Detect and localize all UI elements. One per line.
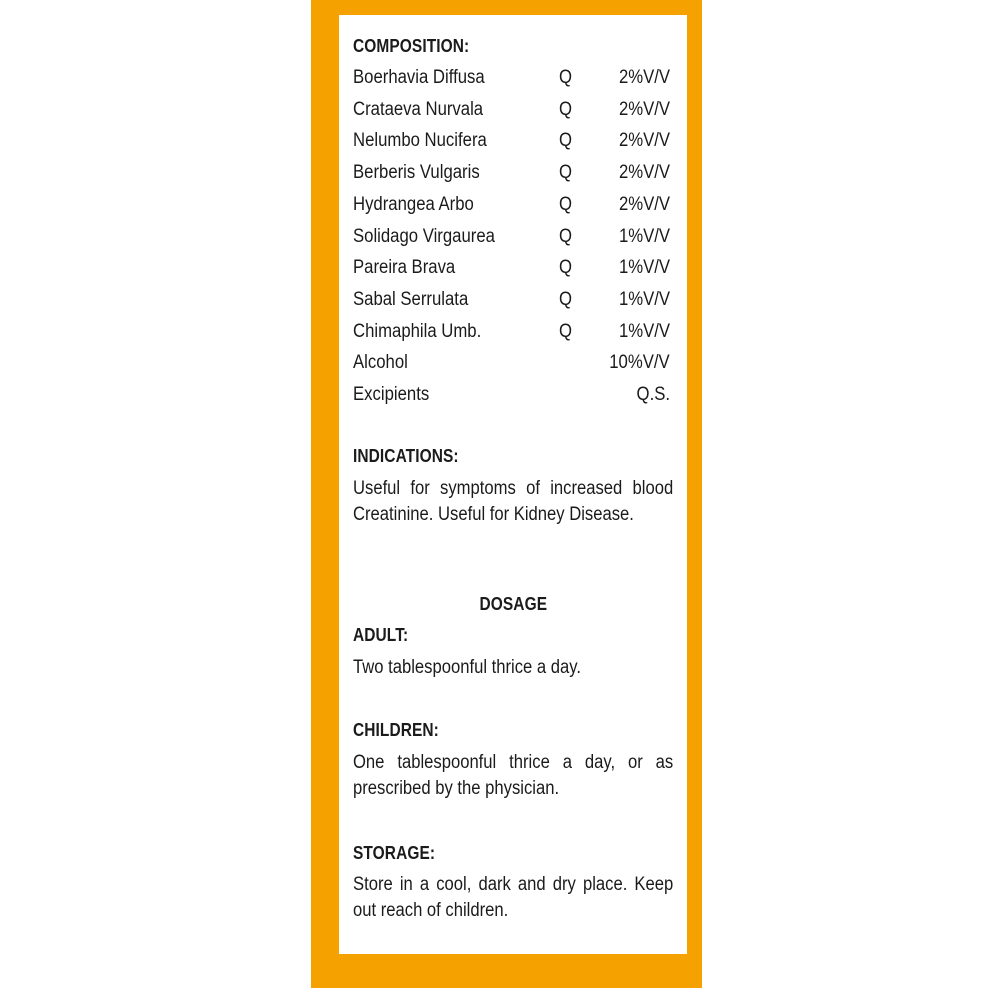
ingredient-concentration: 2%V/V xyxy=(618,67,670,88)
composition-row xyxy=(353,66,670,90)
composition-row xyxy=(353,256,670,280)
indications-text: Useful for symptoms of increased blood Creatinine. Useful for Kidney Disease. xyxy=(353,478,674,525)
ingredient-concentration: 2%V/V xyxy=(618,162,670,183)
children-dosage-text: One tablespoonful thrice a day, or as prescribed by the physician. xyxy=(353,752,674,799)
ingredient-name: Boerhavia Diffusa xyxy=(353,67,485,88)
ingredient-name: Nelumbo Nucifera xyxy=(353,130,487,151)
dosage-heading-label: DOSAGE xyxy=(479,594,547,614)
composition-heading: COMPOSITION: xyxy=(353,36,470,56)
ingredient-potency: Q xyxy=(559,226,573,247)
ingredient-concentration: 2%V/V xyxy=(618,130,670,151)
ingredient-name: Alcohol xyxy=(353,352,408,373)
storage-heading: STORAGE: xyxy=(353,843,436,863)
ingredient-potency: Q xyxy=(559,289,573,310)
indications-heading: INDICATIONS: xyxy=(353,446,459,466)
composition-row xyxy=(353,225,670,249)
ingredient-name: Crataeva Nurvala xyxy=(353,99,484,120)
ingredient-potency: Q xyxy=(559,162,573,183)
composition-row xyxy=(353,129,670,153)
ingredient-name: Hydrangea Arbo xyxy=(353,194,474,215)
ingredient-name: Solidago Virgaurea xyxy=(353,226,495,247)
composition-row xyxy=(353,193,670,217)
composition-row xyxy=(353,161,670,185)
ingredient-name: Berberis Vulgaris xyxy=(353,162,480,183)
ingredient-potency: Q xyxy=(559,194,573,215)
ingredient-potency: Q xyxy=(559,67,573,88)
composition-row xyxy=(353,288,670,312)
ingredient-potency: Q xyxy=(559,257,573,278)
adult-heading: ADULT: xyxy=(353,625,409,645)
ingredient-concentration: 2%V/V xyxy=(618,194,670,215)
ingredient-concentration: 1%V/V xyxy=(618,289,670,310)
storage-text: Store in a cool, dark and dry place. Keep out reach of children. xyxy=(353,874,674,921)
ingredient-concentration: 2%V/V xyxy=(618,99,670,120)
ingredient-name: Pareira Brava xyxy=(353,257,456,278)
ingredient-concentration: 1%V/V xyxy=(618,321,670,342)
ingredient-name: Chimaphila Umb. xyxy=(353,321,482,342)
composition-row xyxy=(353,383,670,407)
adult-dosage-text: Two tablespoonful thrice a day. xyxy=(353,657,581,678)
dosage-heading xyxy=(339,594,687,614)
composition-row xyxy=(353,98,670,122)
ingredient-potency: Q xyxy=(559,321,573,342)
ingredient-potency: Q xyxy=(559,99,573,120)
ingredient-concentration: 1%V/V xyxy=(618,226,670,247)
composition-row xyxy=(353,351,670,375)
ingredient-name: Excipients xyxy=(353,384,430,405)
ingredient-concentration: 10%V/V xyxy=(609,352,670,373)
ingredient-potency: Q xyxy=(559,130,573,151)
ingredient-concentration: 1%V/V xyxy=(618,257,670,278)
children-heading: CHILDREN: xyxy=(353,720,439,740)
ingredient-name: Sabal Serrulata xyxy=(353,289,469,310)
ingredient-concentration: Q.S. xyxy=(636,384,670,405)
composition-row xyxy=(353,320,670,344)
